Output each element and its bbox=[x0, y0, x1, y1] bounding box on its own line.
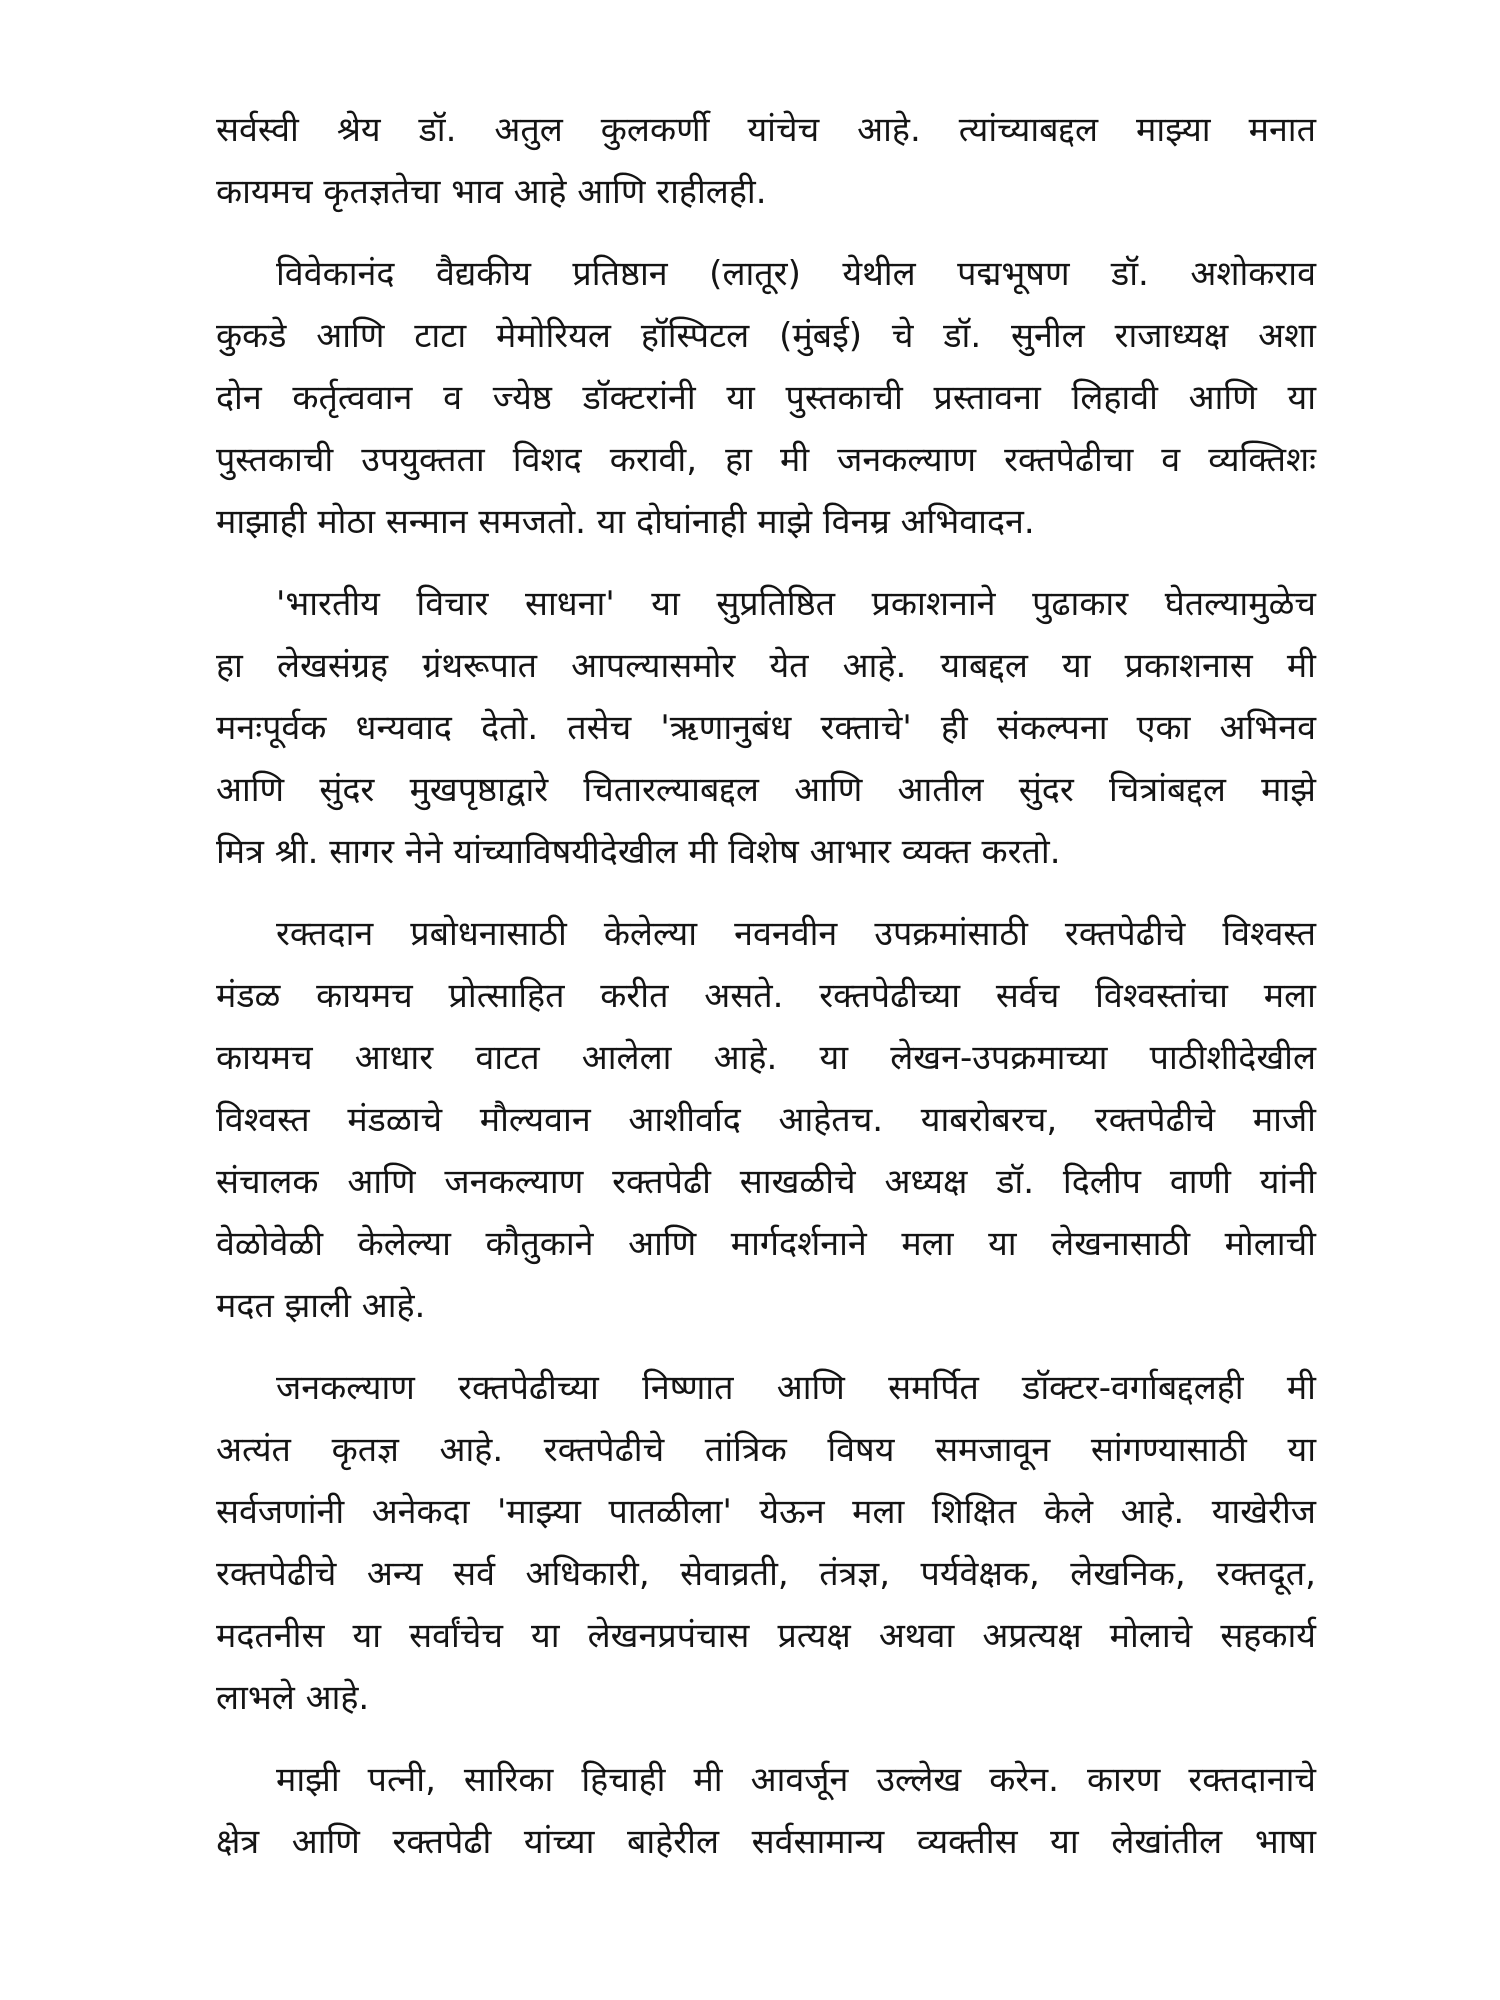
text-line: पुस्तकाची उपयुक्तता विशद करावी, हा मी जनकल्याण रक्तपेढीचा व व्यक्तिशः bbox=[216, 440, 1316, 480]
text-line: कुकडे आणि टाटा मेमोरियल हॉस्पिटल (मुंबई) चे डॉ. सुनील राजाध्यक्ष अशा bbox=[216, 316, 1316, 356]
text-line: दोन कर्तृत्ववान व ज्येष्ठ डॉक्टरांनी या पुस्तकाची प्रस्तावना लिहावी आणि या bbox=[216, 378, 1316, 418]
text-line: मंडळ कायमच प्रोत्साहित करीत असते. रक्तपेढीच्या सर्वच विश्वस्तांचा मला bbox=[216, 976, 1316, 1016]
text-line: लाभले आहे. bbox=[216, 1678, 370, 1718]
text-line: माझी पत्नी, सारिका हिचाही मी आवर्जून उल्लेख करेन. कारण रक्तदानाचे bbox=[276, 1760, 1316, 1800]
text-line: मदतनीस या सर्वांचेच या लेखनप्रपंचास प्रत्यक्ष अथवा अप्रत्यक्ष मोलाचे सहकार्य bbox=[216, 1616, 1316, 1656]
text-line: विवेकानंद वैद्यकीय प्रतिष्ठान (लातूर) येथील पद्मभूषण डॉ. अशोकराव bbox=[276, 254, 1316, 294]
text-line: मनःपूर्वक धन्यवाद देतो. तसेच 'ऋणानुबंध रक्ताचे' ही संकल्पना एका अभिनव bbox=[216, 708, 1316, 748]
text-line: वेळोवेळी केलेल्या कौतुकाने आणि मार्गदर्शनाने मला या लेखनासाठी मोलाची bbox=[216, 1224, 1316, 1264]
text-line: अत्यंत कृतज्ञ आहे. रक्तपेढीचे तांत्रिक विषय समजावून सांगण्यासाठी या bbox=[216, 1430, 1316, 1470]
text-line: संचालक आणि जनकल्याण रक्तपेढी साखळीचे अध्यक्ष डॉ. दिलीप वाणी यांनी bbox=[216, 1162, 1316, 1202]
text-line: कायमच आधार वाटत आलेला आहे. या लेखन-उपक्रमाच्या पाठीशीदेखील bbox=[216, 1038, 1316, 1078]
text-line: सर्वस्वी श्रेय डॉ. अतुल कुलकर्णी यांचेच आहे. त्यांच्याबद्दल माझ्या मनात bbox=[216, 110, 1316, 150]
text-line: कायमच कृतज्ञतेचा भाव आहे आणि राहीलही. bbox=[216, 172, 767, 212]
text-line: रक्तदान प्रबोधनासाठी केलेल्या नवनवीन उपक्रमांसाठी रक्तपेढीचे विश्वस्त bbox=[276, 914, 1316, 954]
text-line: 'भारतीय विचार साधना' या सुप्रतिष्ठित प्रकाशनाने पुढाकार घेतल्यामुळेच bbox=[276, 584, 1316, 624]
text-line: विश्वस्त मंडळाचे मौल्यवान आशीर्वाद आहेतच. याबरोबरच, रक्तपेढीचे माजी bbox=[216, 1100, 1316, 1140]
text-line: आणि सुंदर मुखपृष्ठाद्वारे चितारल्याबद्दल आणि आतील सुंदर चित्रांबद्दल माझे bbox=[216, 770, 1316, 810]
text-line: सर्वजणांनी अनेकदा 'माझ्या पातळीला' येऊन मला शिक्षित केले आहे. याखेरीज bbox=[216, 1492, 1316, 1532]
text-line: जनकल्याण रक्तपेढीच्या निष्णात आणि समर्पित डॉक्टर-वर्गाबद्दलही मी bbox=[276, 1368, 1316, 1408]
text-line: हा लेखसंग्रह ग्रंथरूपात आपल्यासमोर येत आहे. याबद्दल या प्रकाशनास मी bbox=[216, 646, 1316, 686]
text-line: मित्र श्री. सागर नेने यांच्याविषयीदेखील मी विशेष आभार व्यक्त करतो. bbox=[216, 832, 1061, 872]
text-line: मदत झाली आहे. bbox=[216, 1286, 426, 1326]
text-line: माझाही मोठा सन्मान समजतो. या दोघांनाही माझे विनम्र अभिवादन. bbox=[216, 502, 1035, 542]
text-line: रक्तपेढीचे अन्य सर्व अधिकारी, सेवाव्रती, तंत्रज्ञ, पर्यवेक्षक, लेखनिक, रक्तदूत, bbox=[216, 1554, 1316, 1594]
text-line: क्षेत्र आणि रक्तपेढी यांच्या बाहेरील सर्वसामान्य व्यक्तीस या लेखांतील भाषा bbox=[216, 1822, 1316, 1862]
